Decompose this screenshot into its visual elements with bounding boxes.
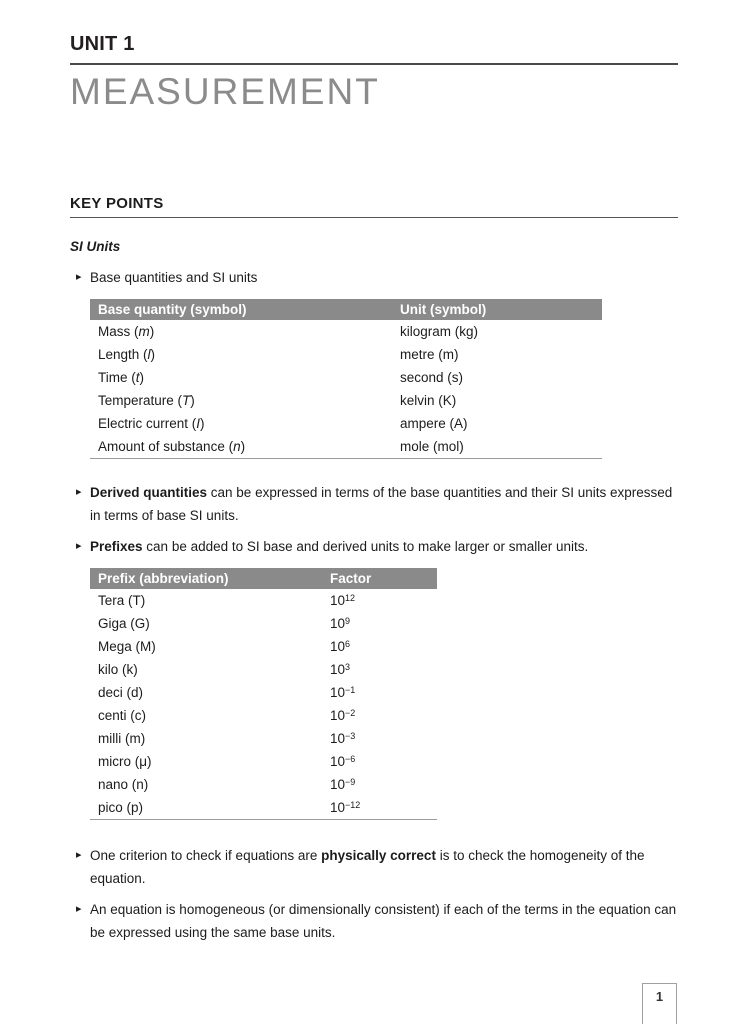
bullet-icon: ▸ (76, 903, 82, 915)
table-row: Tera (T) $10^{12}$ (98, 593, 356, 608)
table-row: pico (p) $10^{-12}$ (90, 796, 437, 820)
table-row: Amount of substance (n) mole (mol) (90, 435, 602, 459)
section-subheading: SI Units (70, 239, 121, 254)
table-header-row (90, 568, 437, 589)
bullet-icon: ▸ (76, 271, 82, 283)
keypoints-divider (70, 217, 678, 218)
bullet-criterion (70, 844, 678, 890)
table-row: nano (n) $10^{-9}$ (98, 777, 356, 792)
bullet-icon: ▸ (76, 540, 82, 552)
bullet-base-quantities (70, 266, 678, 289)
table-row: centi (c) $10^{-2}$ (98, 708, 356, 723)
table-row: Length (l) metre (m) (98, 347, 459, 362)
table-row: Giga (G) $10^9$ (98, 616, 351, 631)
page-number: 1 (655, 989, 664, 1004)
table-row: milli (m) $10^{-3}$ (98, 731, 356, 746)
table-row: Time (t) second (s) (98, 370, 464, 385)
keypoints-heading: KEY POINTS (70, 195, 164, 212)
table-header-row (90, 299, 602, 320)
table-row: Mega (M) $10^6$ (98, 639, 351, 654)
table-header-cell: Base quantity (symbol) (90, 299, 392, 320)
bullet-prefixes (70, 535, 678, 558)
bullet-derived-quantities (70, 481, 678, 527)
title-divider (70, 63, 678, 65)
bullet-text: Base quantities and SI units (90, 270, 258, 285)
table-row: kilo (k) $10^3$ (98, 662, 351, 677)
bullet-icon: ▸ (76, 486, 82, 498)
page-number-box (642, 983, 677, 1024)
bullet-text: Derived quantities can be expressed in terms of the base quantities and their SI units expressed in terms of base SI units. (90, 485, 673, 523)
table-row: Electric current (I) ampere (A) (98, 416, 468, 431)
bullet-text: Prefixes can be added to SI base and derived units to make larger or smaller units. (90, 539, 589, 554)
prefixes-table (90, 568, 437, 820)
table-row: Temperature (T) kelvin (K) (98, 393, 457, 408)
bullet-homogeneous (70, 898, 678, 944)
table-header-cell: Factor (322, 568, 437, 589)
table-header-cell: Unit (symbol) (392, 299, 602, 320)
page-title: MEASUREMENT (70, 71, 380, 112)
unit-label: UNIT 1 (70, 33, 135, 55)
table-row: micro (μ) $10^{-6}$ (98, 754, 356, 769)
bullet-text: An equation is homogeneous (or dimensionally consistent) if each of the terms in the equation can be expressed using the same base units. (90, 902, 677, 940)
bullet-text: One criterion to check if equations are physically correct is to check the homogeneity of the equation. (90, 848, 645, 886)
table-row: Mass (m) kilogram (kg) (98, 324, 479, 339)
table-row: deci (d) $10^{-1}$ (98, 685, 356, 700)
bullet-icon: ▸ (76, 849, 82, 861)
base-quantities-table (90, 299, 602, 459)
table-header-cell: Prefix (abbreviation) (90, 568, 322, 589)
